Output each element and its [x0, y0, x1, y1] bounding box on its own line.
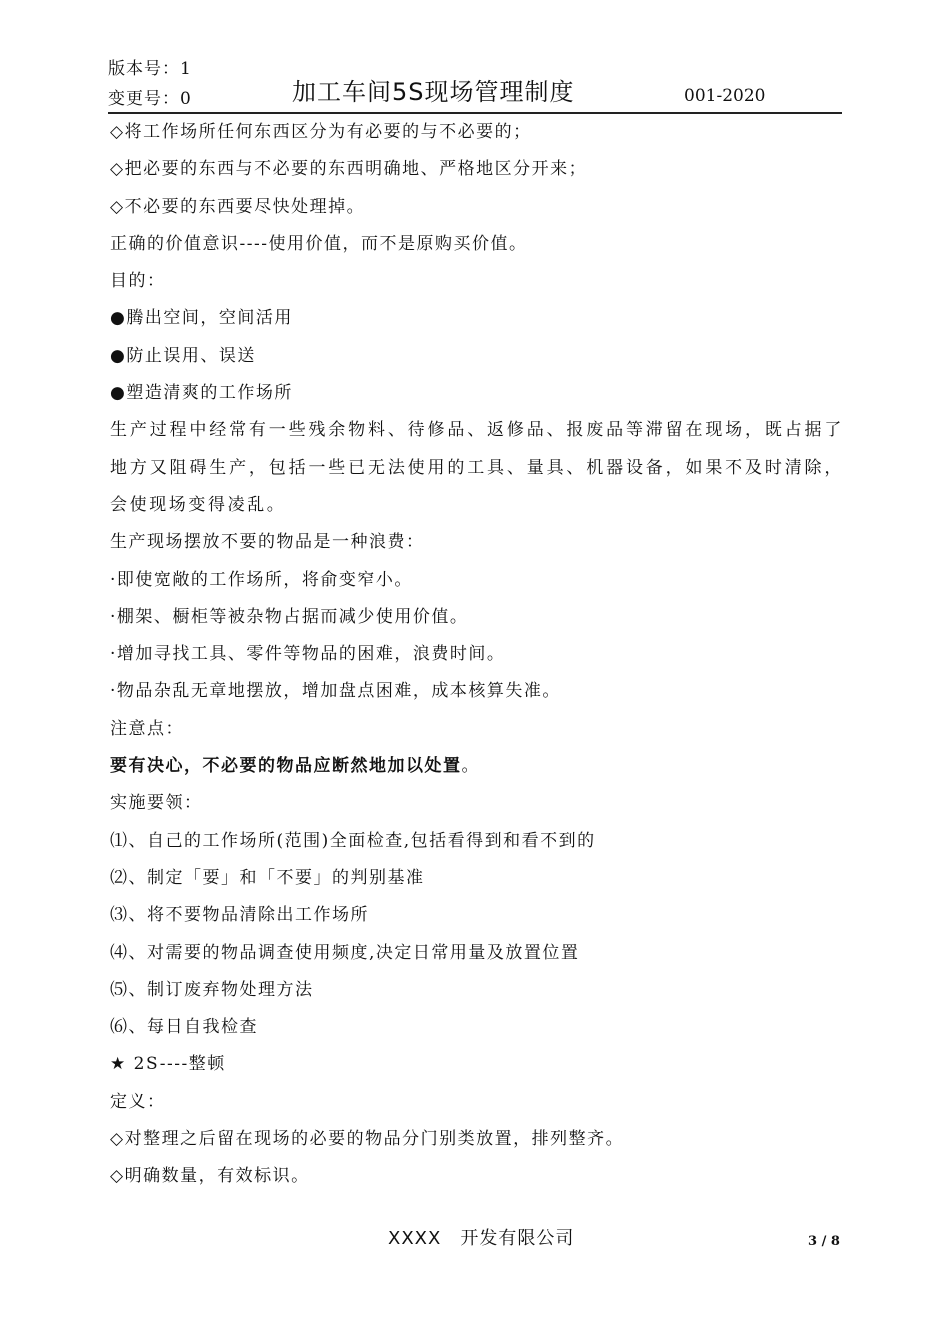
definition-item: ◇明确数量，有效标识。 — [110, 1166, 310, 1187]
document-code: 001-2020 — [684, 86, 766, 106]
document-title: 加工车间5S现场管理制度 — [292, 78, 575, 106]
waste-item: ·即使宽敞的工作场所，将俞变窄小。 — [110, 569, 413, 590]
text-line: ◇不必要的东西要尽快处理掉。 — [110, 196, 366, 217]
purpose-heading: 目的： — [110, 271, 166, 292]
implementation-step: ⑹、每日自我检查 — [110, 1017, 258, 1038]
implementation-heading: 实施要领： — [110, 793, 203, 814]
attention-text: 要有决心，不必要的物品应断然地加以处置 — [110, 756, 462, 777]
text-line: ◇把必要的东西与不必要的东西明确地、严格地区分开来； — [110, 159, 588, 180]
implementation-step: ⑸、制订废弃物处理方法 — [110, 979, 314, 1000]
waste-item: ·物品杂乱无章地摆放，增加盘点困难，成本核算失准。 — [110, 681, 561, 702]
waste-intro: 生产现场摆放不要的物品是一种浪费： — [110, 532, 425, 553]
text-line: ◇将工作场所任何东西区分为有必要的与不必要的； — [110, 122, 532, 142]
waste-item: ·增加寻找工具、零件等物品的困难，浪费时间。 — [110, 644, 506, 665]
waste-item: ·棚架、橱柜等被杂物占据而减少使用价值。 — [110, 606, 469, 627]
definition-heading: 定义： — [110, 1091, 166, 1112]
bullet-item: ●防止误用、误送 — [110, 345, 256, 366]
section-heading: ★ 2S----整顿 — [110, 1054, 226, 1075]
implementation-step: ⑵、制定「要」和「不要」的判别基准 — [110, 867, 425, 888]
attention-line — [110, 748, 844, 785]
implementation-step: ⑶、将不要物品清除出工作场所 — [110, 905, 369, 926]
bullet-item: ●腾出空间，空间活用 — [110, 308, 293, 329]
text-line: 正确的价值意识----使用价值，而不是原购买价值。 — [110, 233, 528, 254]
attention-end: 。 — [461, 756, 480, 777]
body-paragraph: 生产过程中经常有一些残余物料、待修品、返修品、报废品等滞留在现场，既占据了地方又阻碍生产，包括一些已无法使用的工具、量具、机器设备，如果不及时清除，会使现场变得凌乱。 — [110, 420, 844, 515]
change-number: 变更号：0 — [108, 89, 192, 109]
page-header — [108, 48, 842, 114]
page-number: 3 / 8 — [808, 1234, 840, 1249]
bullet-item: ●塑造清爽的工作场所 — [110, 383, 293, 404]
footer-company: XXXX 开发有限公司 — [388, 1228, 575, 1249]
implementation-step: ⑴、自己的工作场所(范围)全面检查,包括看得到和看不到的 — [110, 830, 596, 851]
implementation-step: ⑷、对需要的物品调查使用频度,决定日常用量及放置位置 — [110, 942, 580, 963]
version-number: 版本号：1 — [108, 59, 192, 79]
document-body — [110, 114, 844, 1196]
attention-heading: 注意点： — [110, 718, 184, 739]
definition-item: ◇对整理之后留在现场的必要的物品分门别类放置，排列整齐。 — [110, 1129, 625, 1150]
